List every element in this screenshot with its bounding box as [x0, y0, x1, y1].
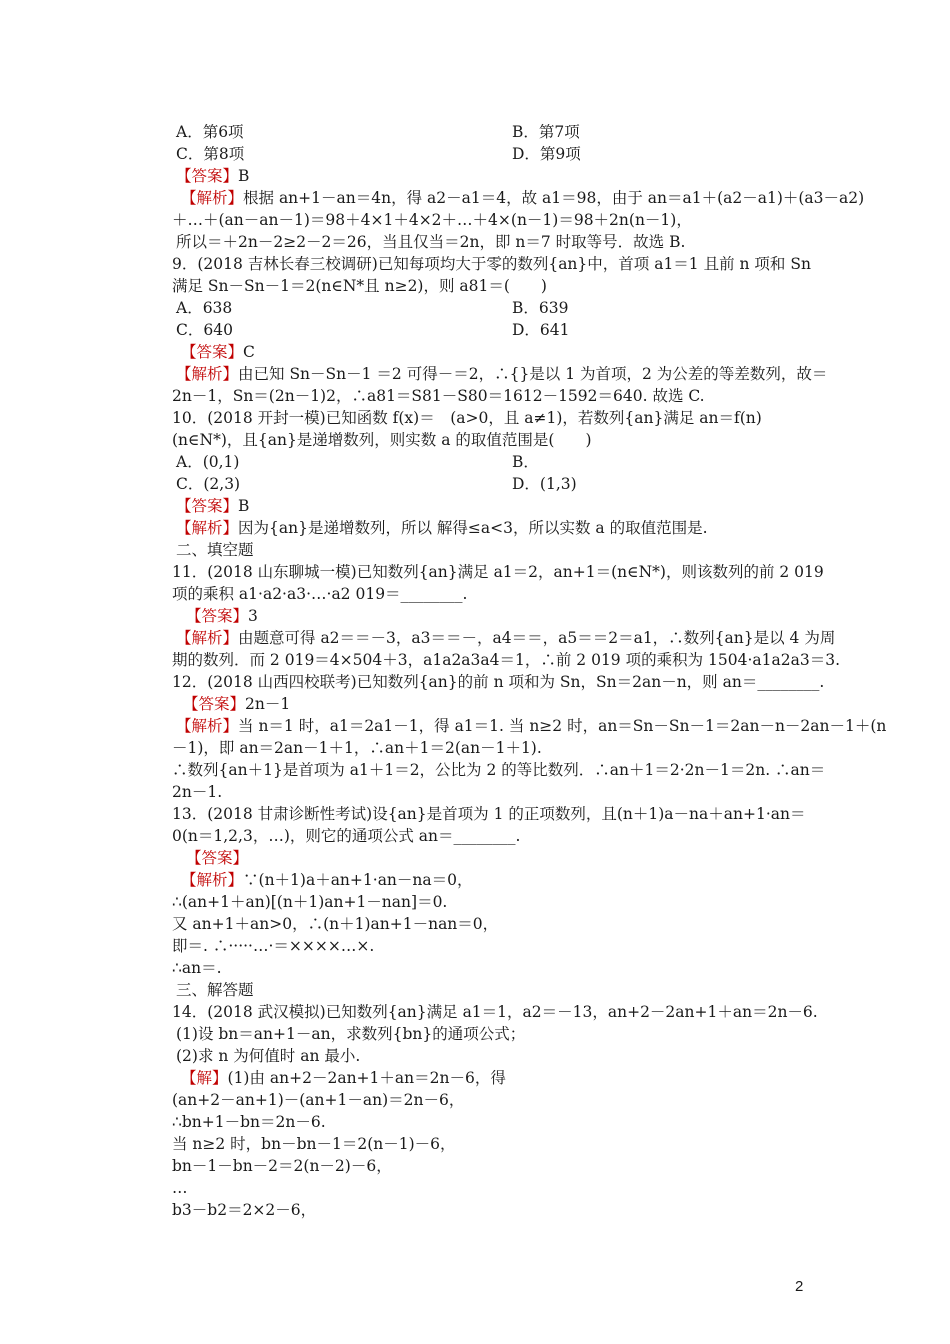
line-text: B — [238, 167, 250, 185]
line-text: (n∈N*)，且{an}是递增数列，则实数 a 的取值范围是( ) — [172, 431, 592, 449]
answer-tag: 【答案】 — [183, 695, 246, 713]
text-line — [176, 627, 835, 649]
text-line — [172, 759, 825, 781]
line-text: 满足 Sn－Sn－1＝2(n∈N*且 n≥2)，则 a81＝( ) — [172, 277, 547, 295]
line-text: 又 an+1＋an>0，∴(n＋1)an+1－nan＝0， — [172, 915, 499, 933]
line-text: 由已知 Sn－Sn－1 ＝2 可得－＝2，∴{}是以 1 为首项，2 为公差的等差数列，故＝ — [238, 365, 828, 383]
option-right: D．(1,3) — [512, 475, 577, 493]
answer-tag: 【解】 — [181, 1069, 228, 1087]
line-text: 因为{an}是递增数列，所以 解得≤a<3，所以实数 a 的取值范围是. — [238, 519, 708, 537]
line-text: 10．(2018 开封一模)已知函数 f(x)＝ (a>0，且 a≠1)，若数列{an}满足 an＝f(n) — [172, 409, 762, 427]
line-text: 2n－1，Sn＝(2n－1)2，∴a81＝S81－S80＝1612－1592＝640. 故选 C. — [172, 387, 705, 405]
text-line — [176, 539, 254, 561]
answer-tag: 【答案】 — [181, 343, 244, 361]
answer-tag: 【解析】 — [181, 871, 244, 889]
line-text: b3－b2＝2×2－6， — [172, 1201, 317, 1219]
text-line — [172, 671, 824, 693]
text-line — [176, 1045, 360, 1067]
line-text: 项的乘积 a1·a2·a3·…·a2 019＝________. — [172, 585, 468, 603]
line-text: 二、填空题 — [176, 541, 254, 559]
text-line — [172, 253, 811, 275]
line-text: ∵(n＋1)a＋an+1·an－na＝0， — [243, 871, 473, 889]
text-line — [172, 825, 520, 847]
text-line — [176, 451, 539, 473]
line-text: －1)，即 an＝2an－1＋1，∴an＋1＝2(an－1＋1). — [172, 739, 542, 757]
line-text: 根据 an+1－an＝4n，得 a2－a1＝4，故 a1＝98，由于 an＝a1＋(a2－a1)＋(a3－a2) — [243, 189, 865, 207]
text-line — [176, 979, 254, 1001]
line-text: (1)设 bn＝an+1－an，求数列{bn}的通项公式； — [176, 1025, 526, 1043]
text-line — [181, 187, 864, 209]
text-line — [172, 913, 498, 935]
text-line — [186, 847, 248, 869]
text-line — [176, 297, 569, 319]
line-text: 14．(2018 武汉模拟)已知数列{an}满足 a1＝1，a2＝－13，an+2－2an+1＋an＝2n－6. — [172, 1003, 818, 1021]
text-line — [176, 1023, 525, 1045]
text-line — [172, 1089, 464, 1111]
answer-tag: 【解析】 — [176, 629, 239, 647]
line-text: 11．(2018 山东聊城一模)已知数列{an}满足 a1＝2，an+1＝(n∈N*)，则该数列的前 2 019 — [172, 563, 824, 581]
text-line — [172, 737, 542, 759]
line-text: 12．(2018 山西四校联考)已知数列{an}的前 n 项和为 Sn，Sn＝2an－n，则 an＝________. — [172, 673, 825, 691]
answer-tag: 【答案】 — [176, 167, 239, 185]
line-text: A．638 — [176, 299, 233, 317]
text-line — [172, 407, 762, 429]
text-line — [172, 385, 705, 407]
text-line — [172, 803, 805, 825]
text-line — [176, 231, 685, 253]
text-line — [186, 605, 258, 627]
line-text: (2)求 n 为何值时 an 最小. — [176, 1047, 361, 1065]
text-line — [183, 693, 290, 715]
line-text: … — [172, 1179, 188, 1197]
answer-tag: 【解析】 — [176, 519, 239, 537]
line-text: A．(0,1) — [176, 453, 240, 471]
text-line — [172, 891, 447, 913]
text-line — [172, 1001, 818, 1023]
option-right: D．第9项 — [512, 145, 581, 163]
page-number: 2 — [795, 1278, 804, 1295]
text-line — [172, 1199, 316, 1221]
option-right: D．641 — [512, 321, 570, 339]
line-text: B — [238, 497, 250, 515]
line-text: 2n－1 — [245, 695, 291, 713]
text-line — [172, 649, 840, 671]
line-text: C．(2,3) — [176, 475, 241, 493]
line-text: ＋…＋(an－an－1)＝98＋4×1＋4×2＋…＋4×(n－1)＝98＋2n(n－1)， — [172, 211, 692, 229]
line-text: C — [243, 343, 255, 361]
line-text: (1)由 an+2－2an+1＋an＝2n－6，得 — [227, 1069, 506, 1087]
option-right: B．第7项 — [512, 123, 580, 141]
text-line — [181, 341, 255, 363]
text-line — [172, 957, 222, 979]
answer-tag: 【答案】 — [186, 607, 249, 625]
line-text: ∴an＝. — [172, 959, 222, 977]
line-text: 9．(2018 吉林长春三校调研)已知每项均大于零的数列{an}中，首项 a1＝1 且前 n 项和 Sn — [172, 255, 811, 273]
line-text: 3 — [248, 607, 258, 625]
text-line — [172, 429, 592, 451]
line-text: 当 n≥2 时，bn－bn－1＝2(n－1)－6， — [172, 1135, 456, 1153]
option-right: B． — [512, 453, 539, 471]
answer-tag: 【解析】 — [176, 717, 239, 735]
option-right: B．639 — [512, 299, 569, 317]
text-line — [176, 319, 570, 341]
answer-tag: 【解析】 — [176, 365, 239, 383]
text-line — [172, 275, 547, 297]
line-text: 2n－1. — [172, 783, 223, 801]
line-text: 由题意可得 a2＝＝－3，a3＝＝－，a4＝＝，a5＝＝2＝a1，∴数列{an}是以 4 为周 — [238, 629, 836, 647]
line-text: A．第6项 — [176, 123, 244, 141]
text-line — [176, 165, 249, 187]
line-text: bn－1－bn－2＝2(n－2)－6， — [172, 1157, 392, 1175]
text-line — [176, 363, 827, 385]
text-line — [172, 1177, 188, 1199]
line-text: C．640 — [176, 321, 233, 339]
text-line — [172, 209, 692, 231]
line-text: ∴bn+1－bn＝2n－6. — [172, 1113, 326, 1131]
answer-tag: 【答案】 — [176, 497, 239, 515]
line-text: 期的数列．而 2 019＝4×504＋3，a1a2a3a4＝1，∴前 2 019 项的乘积为 1504·a1a2a3＝3. — [172, 651, 840, 669]
line-text: (an+2－an+1)－(an+1－an)＝2n－6， — [172, 1091, 465, 1109]
text-line — [176, 143, 581, 165]
text-line — [172, 935, 374, 957]
text-line — [172, 781, 222, 803]
line-text: 13．(2018 甘肃诊断性考试)设{an}是首项为 1 的正项数列，且(n＋1)a－na＋an+1·an＝ — [172, 805, 806, 823]
text-line — [172, 1155, 392, 1177]
answer-tag: 【解析】 — [181, 189, 244, 207]
line-text: ∴数列{an＋1}是首项为 a1＋1＝2，公比为 2 的等比数列．∴an＋1＝2·2n－1＝2n. ∴an＝ — [172, 761, 826, 779]
line-text: 三、解答题 — [176, 981, 254, 999]
text-line — [176, 517, 708, 539]
line-text: 当 n＝1 时，a1＝2a1－1，得 a1＝1. 当 n≥2 时，an＝Sn－Sn－1＝2an－n－2an－1＋(n — [238, 717, 887, 735]
text-line — [172, 1111, 326, 1133]
text-line — [176, 121, 580, 143]
answer-tag: 【答案】 — [186, 849, 249, 867]
text-line — [181, 869, 473, 891]
line-text: C．第8项 — [176, 145, 245, 163]
text-line — [181, 1067, 506, 1089]
text-line — [176, 495, 249, 517]
text-line — [172, 561, 824, 583]
text-line — [176, 473, 577, 495]
line-text: 所以＝＋2n－2≥2－2＝26，当且仅当＝2n，即 n＝7 时取等号．故选 B. — [176, 233, 686, 251]
text-line — [176, 715, 886, 737]
text-line — [172, 583, 467, 605]
line-text: 0(n＝1,2,3，…)，则它的通项公式 an＝________. — [172, 827, 521, 845]
text-line — [172, 1133, 456, 1155]
line-text: ∴(an+1＋an)[(n＋1)an+1－nan]＝0. — [172, 893, 448, 911]
line-text: 即＝. ∴·····…·＝××××…×. — [172, 937, 375, 955]
